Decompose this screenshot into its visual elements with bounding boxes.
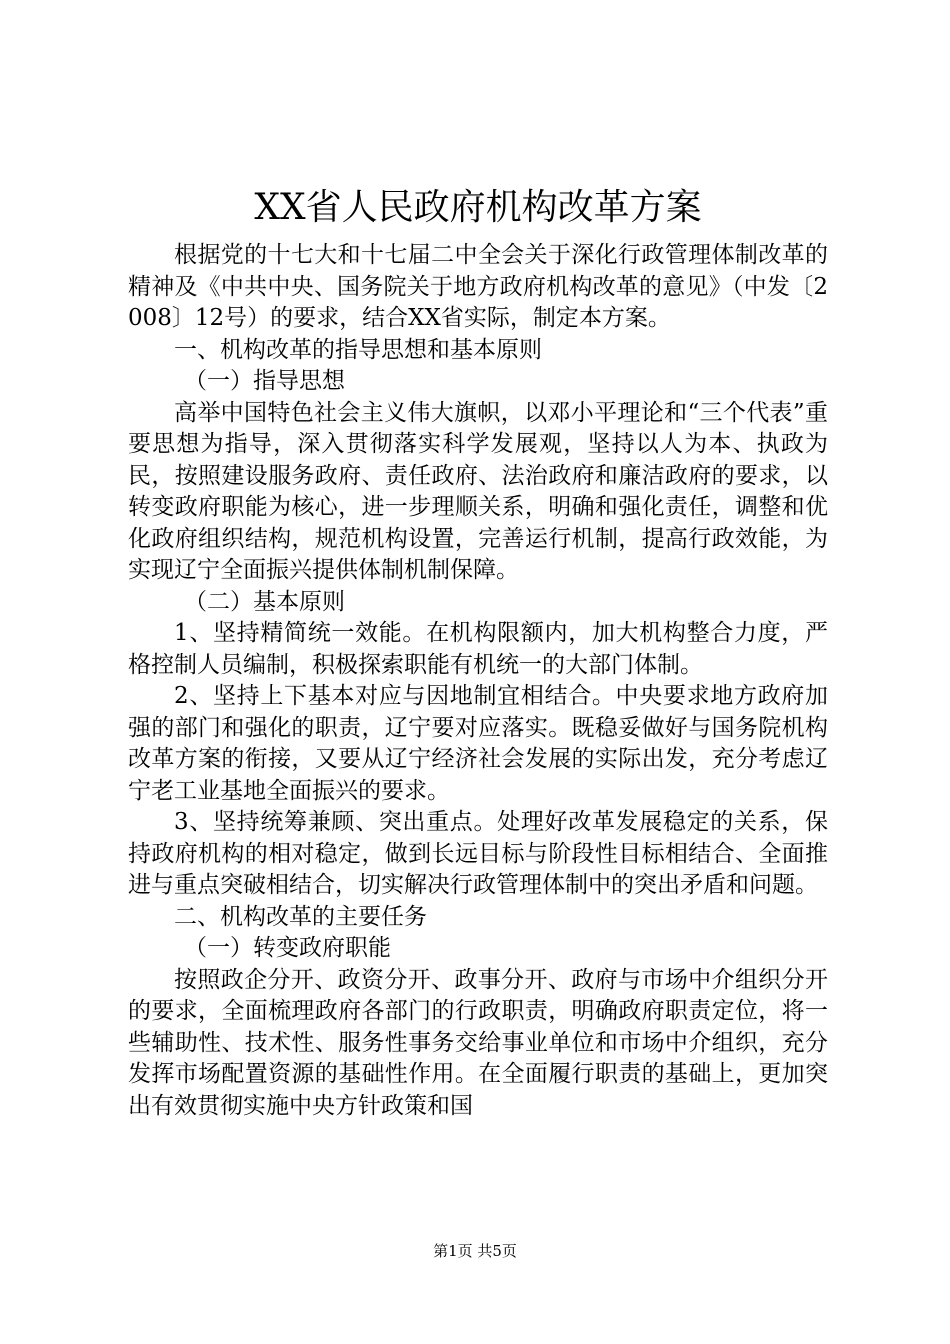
section1-heading: 一、机构改革的指导思想和基本原则 xyxy=(174,336,542,363)
section1-subheading-basic-principles: （二）基本原则 xyxy=(184,588,345,615)
principle-2-paragraph: 2、坚持上下基本对应与因地制宜相结合。中央要求地方政府加强的部门和强化的职责，辽宁要对应落实。既稳妥做好与国务院机构改革方案的衔接，又要从辽宁经济社会发展的实际出发，充分考虑辽宁老工业基地全面振兴的要求。 xyxy=(128,683,828,804)
principle-3-paragraph: 3、坚持统筹兼顾、突出重点。处理好改革发展稳定的关系，保持政府机构的相对稳定，做到长远目标与阶段性目标相结合、全面推进与重点突破相结合，切实解决行政管理体制中的突出矛盾和问题。 xyxy=(128,809,828,898)
intro-paragraph: 根据党的十七大和十七届二中全会关于深化行政管理体制改革的精神及《中共中央、国务院关于地方政府机构改革的意见》（中发〔2008〕12号）的要求，结合XX省实际，制定本方案。 xyxy=(128,242,828,331)
section2-heading: 二、机构改革的主要任务 xyxy=(174,903,427,930)
section2-subheading-transform-functions: （一）转变政府职能 xyxy=(184,935,391,961)
document-title: XX省人民政府机构改革方案 xyxy=(254,187,702,228)
page-number-footer: 第1页 共5页 xyxy=(433,1242,517,1260)
transform-functions-paragraph: 按照政企分开、政资分开、政事分开、政府与市场中介组织分开的要求，全面梳理政府各部门的行政职责，明确政府职责定位，将一些辅助性、技术性、服务性事务交给事业单位和市场中介组织，充分发挥市场配置资源的基础性作用。在全面履行职责的基础上，更加突出有效贯彻实施中央方针政策和国 xyxy=(128,966,828,1119)
guiding-thought-paragraph: 高举中国特色社会主义伟大旗帜，以邓小平理论和“三个代表”重要思想为指导，深入贯彻落实科学发展观，坚持以人为本、执政为民，按照建设服务政府、责任政府、法治政府和廉洁政府的要求，以转变政府职能为核心，进一步理顺关系，明确和强化责任，调整和优化政府组织结构，规范机构设置，完善运行机制，提高行政效能，为实现辽宁全面振兴提供体制机制保障。 xyxy=(128,399,828,583)
document-page xyxy=(128,180,828,1122)
principle-1-paragraph: 1、坚持精简统一效能。在机构限额内，加大机构整合力度，严格控制人员编制，积极探索职能有机统一的大部门体制。 xyxy=(128,620,828,678)
section1-subheading-guiding-thought: （一）指导思想 xyxy=(184,368,345,394)
